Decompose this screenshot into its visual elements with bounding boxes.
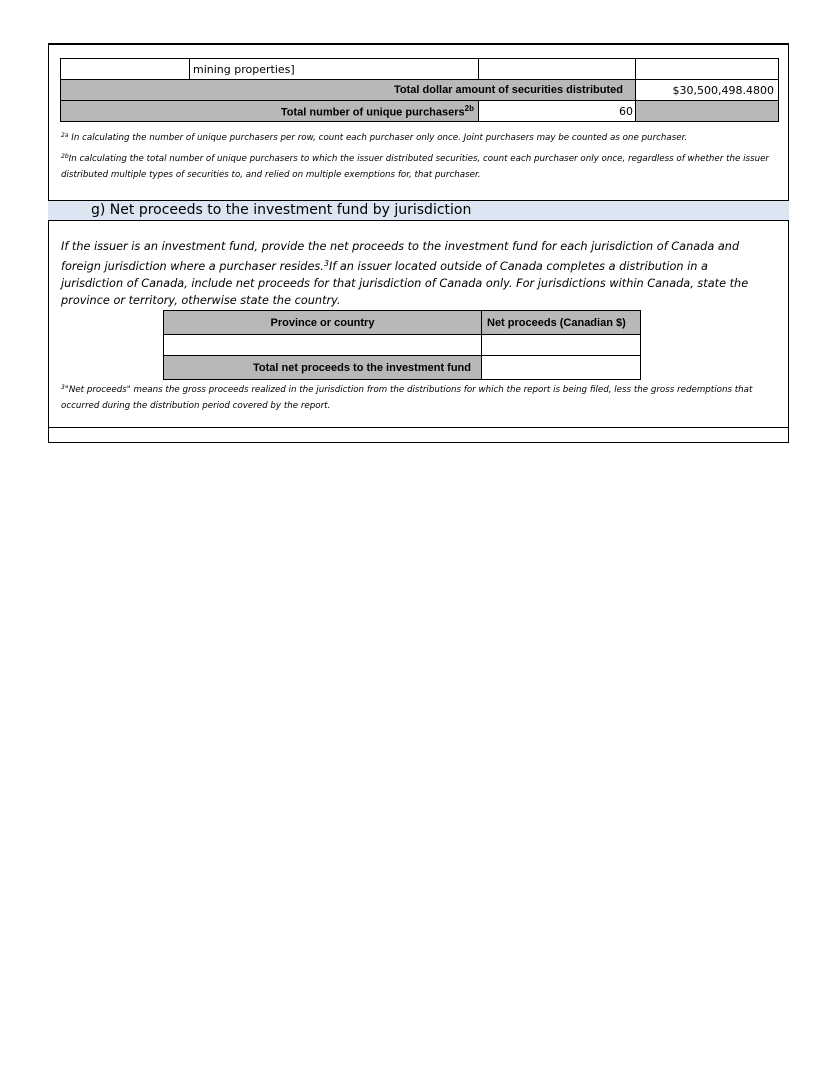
empty-grey-cell [636,101,779,122]
total-net-proceeds-value[interactable] [482,356,641,380]
total-net-proceeds-label: Total net proceeds to the investment fund [164,356,482,380]
distribution-summary-table [60,58,779,122]
empty-cell [636,59,779,80]
section-divider [48,427,789,428]
footnote-3: $^3$"Net proceeds" means the gross proceeds realized in the jurisdiction from the distributions for which the report is being filed, less the gross redemptions that occurred during the distribution period covered by the report. [61,384,753,411]
table-header-row [164,311,641,335]
mining-properties-cell: mining properties] [190,59,479,80]
net-proceeds-table [163,310,641,380]
net-proceeds-header: Net proceeds (Canadian $) [482,311,641,335]
unique-purchasers-value[interactable]: 60 [479,101,636,122]
empty-cell [479,59,636,80]
total-dollar-amount-label: Total dollar amount of securities distributed [61,80,636,101]
footnote-2b: $^{2b}$In calculating the total number of unique purchasers to which the issuer distributed securities, count each purchaser only once, regardless of whether the issuer distributed multiple types of securities to, and relied on multiple exemptions for, that purchaser. [61,153,769,180]
table-row [164,335,641,356]
province-country-field[interactable] [164,335,482,356]
total-dollar-amount-value[interactable]: $30,500,498.4800 [636,80,779,101]
table-row [164,356,641,380]
table-row [61,80,779,101]
footnote-2a: $^{2a}$ In calculating the number of unique purchasers per row, count each purchaser only once. Joint purchasers may be counted as one purchaser. [61,132,688,143]
table-row [61,101,779,122]
province-country-header: Province or country [164,311,482,335]
table-row [61,59,779,80]
section-instructions: If the issuer is an investment fund, provide the net proceeds to the investment fund for each jurisdiction of Canada and foreign jurisdiction where a purchaser resides.$^3$If an issuer located outside of Canada completes a distribution in a jurisdiction of Canada, include net proceeds for that jurisdiction of Canada only. For jurisdictions within Canada, state the province or territory, otherwise state the country. [61,240,749,307]
section-title: g) Net proceeds to the investment fund by jurisdiction [91,202,472,218]
unique-purchasers-label: Total number of unique purchasers$^{2b}$ [61,101,479,122]
empty-cell [61,59,190,80]
net-proceeds-field[interactable] [482,335,641,356]
